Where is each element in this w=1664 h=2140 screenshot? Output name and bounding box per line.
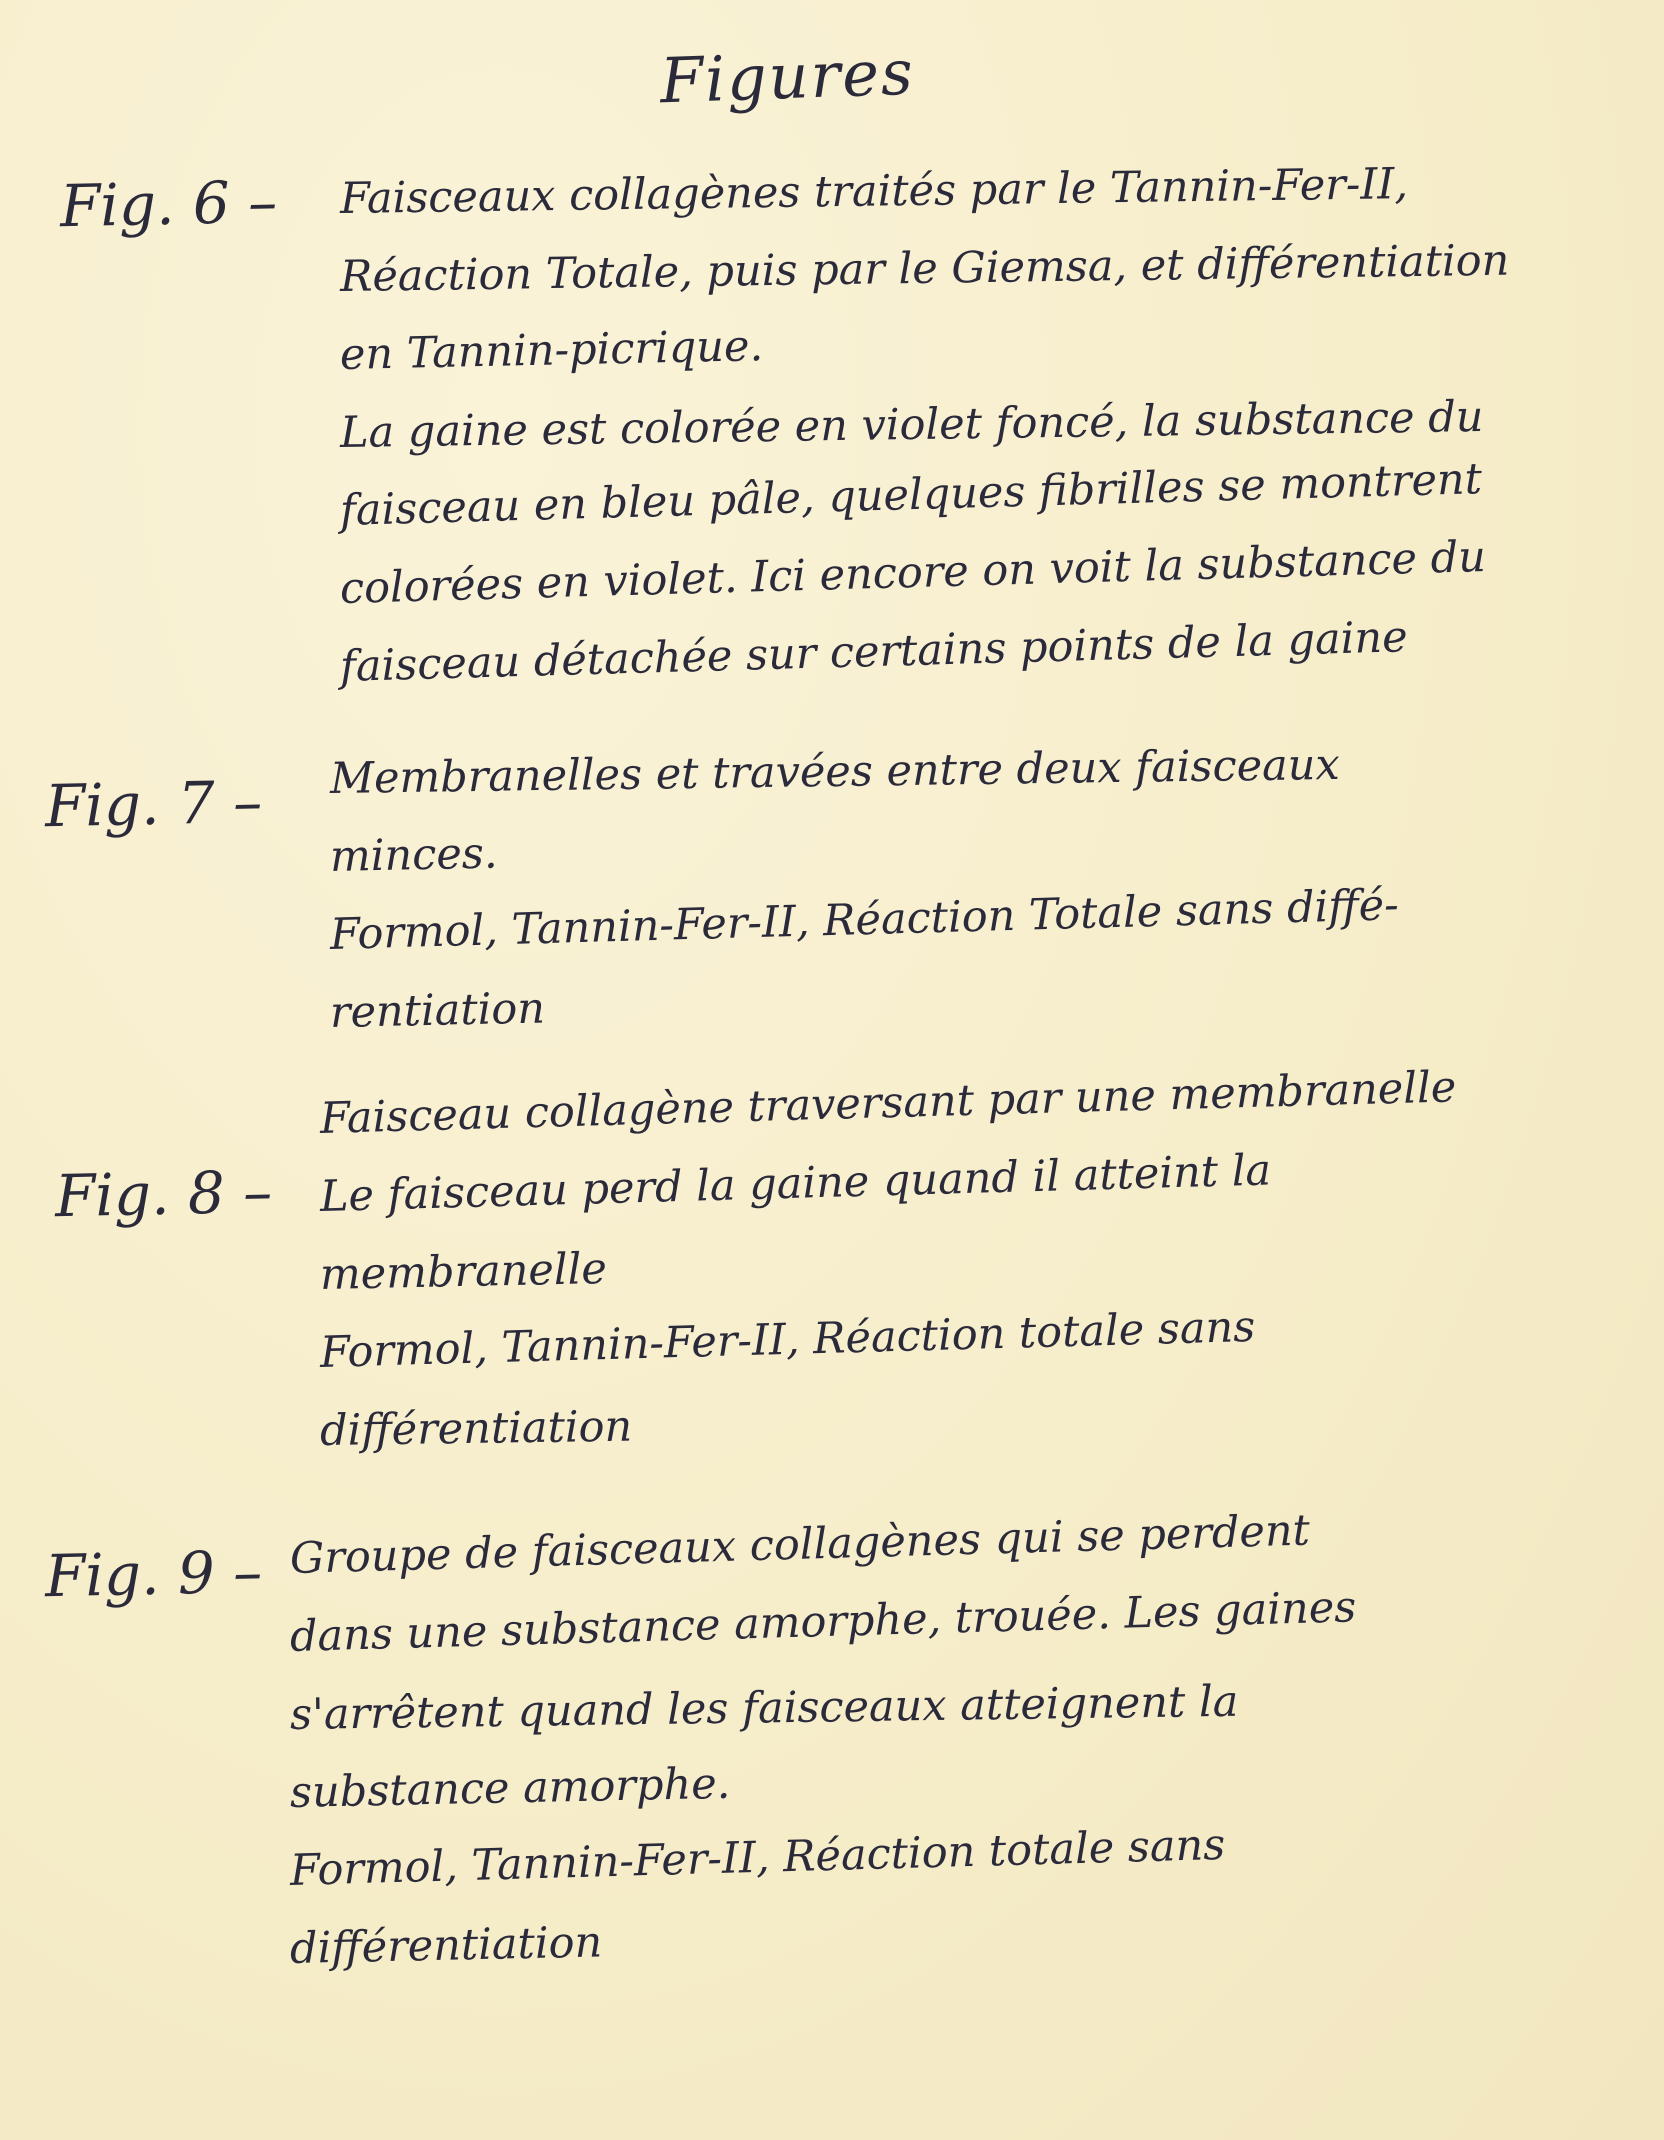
caption-line: Formol, Tannin-Fer-II, Réaction totale sans [289,1819,1226,1896]
caption-line: membranelle [319,1243,608,1300]
caption-line: faisceau en bleu pâle, quelques fibrilles se montrent [339,454,1483,536]
caption-line: colorées en violet. Ici encore on voit la substance du [339,532,1487,614]
figure-label: Fig. 7 – [44,767,263,841]
caption-line: Le faisceau perd la gaine quand il atteint la [319,1145,1272,1222]
caption-line: différentiation [319,1401,633,1456]
figure-caption [330,740,1399,1052]
page-title: Figures [658,35,916,118]
caption-line: différentiation [289,1917,603,1974]
caption-line: en Tannin-picrique. [339,321,764,380]
caption-line: Groupe de faisceaux collagènes qui se perdent [289,1505,1311,1584]
figure-caption [289,1505,1357,1988]
caption-line: Formol, Tannin-Fer-II, Réaction totale sans [319,1301,1256,1378]
figure-caption [340,160,1509,706]
figure-label: Fig. 8 – [54,1157,273,1231]
figure-label: Fig. 6 – [59,167,278,241]
caption-line: rentiation [329,983,546,1038]
figure-caption [319,1062,1457,1470]
caption-line: Membranelles et travées entre deux faisceaux [329,739,1341,804]
caption-line: minces. [329,828,498,882]
figure-label: Fig. 9 – [44,1537,263,1611]
caption-line: Réaction Totale, puis par le Giemsa, et différentiation [339,235,1510,302]
caption-line: Formol, Tannin-Fer-II, Réaction Totale sans diffé- [329,880,1400,960]
caption-line: Faisceau collagène traversant par une membranelle [319,1062,1457,1144]
caption-line: s'arrêtent quand les faisceaux atteignent la [289,1676,1239,1740]
caption-line: Faisceaux collagènes traités par le Tannin-Fer-II, [339,159,1409,224]
caption-line: substance amorphe. [289,1758,731,1818]
caption-line: La gaine est colorée en violet foncé, la substance du [339,392,1484,458]
caption-line: dans une substance amorphe, trouée. Les gaines [289,1582,1357,1662]
caption-line: faisceau détachée sur certains points de la gaine [339,612,1409,692]
